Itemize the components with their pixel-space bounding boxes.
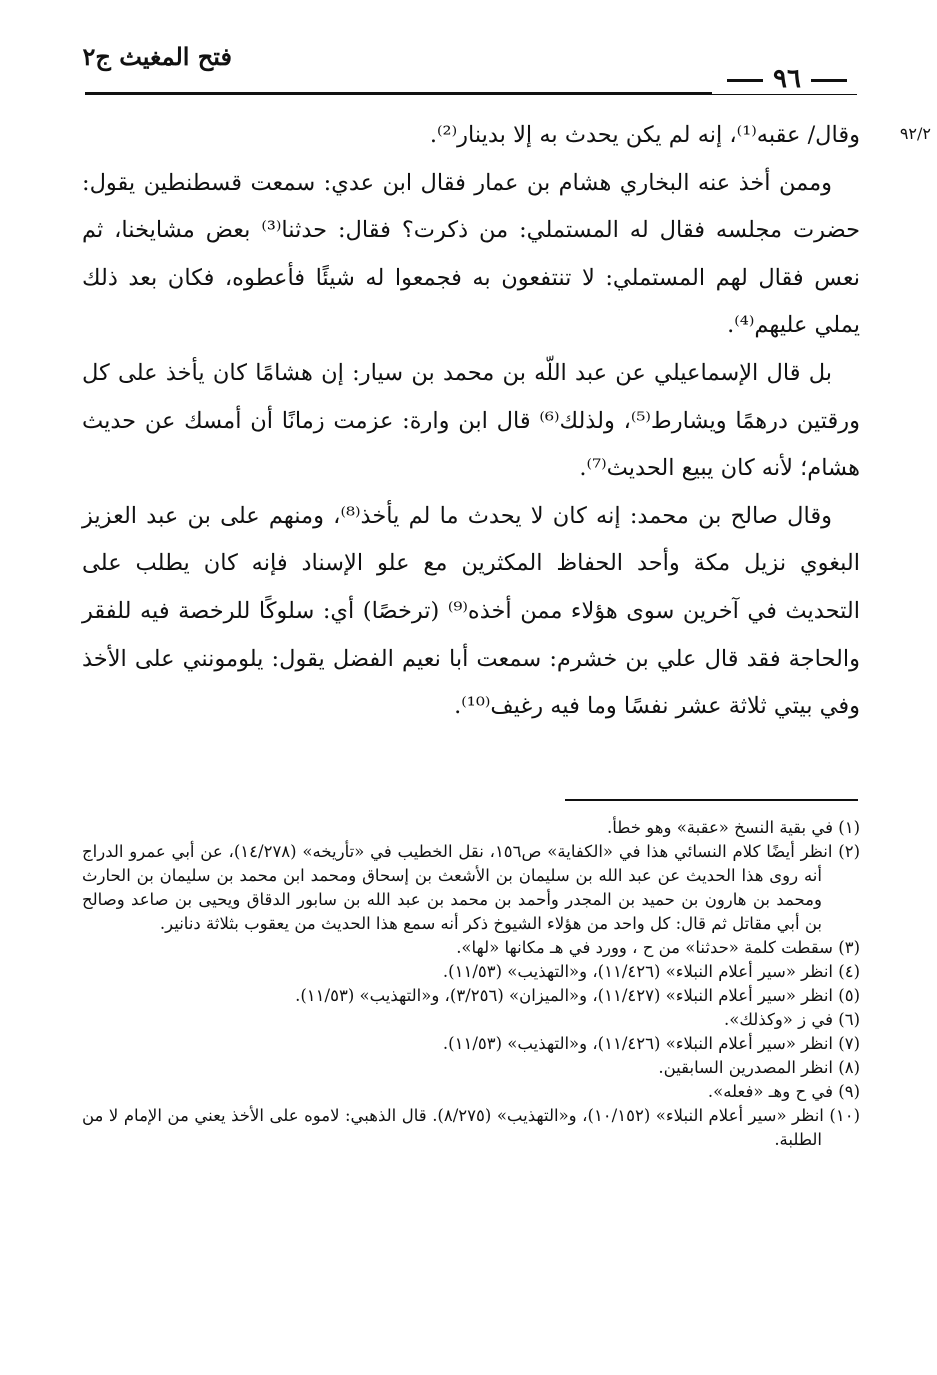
- footnote: (٩) في ح وهـ «فعله».: [707, 1082, 860, 1101]
- paragraph: وقال/ عقبه⁽¹⁾، إنه لم يكن يحدث به إلا بدينار⁽²⁾.: [429, 122, 860, 148]
- page-number: ٩٦: [773, 64, 801, 94]
- footnotes: [82, 816, 860, 1152]
- main-text: [82, 112, 860, 731]
- footnote: (١٠) انظر «سير أعلام النبلاء» (١٠/١٥٢)، و«التهذيب» (٨/٢٧٥). قال الذهبي: لاموه على الأخذ يعني من الإمام لا من الطلبة.: [82, 1106, 860, 1149]
- footnote: (١) في بقية النسخ «عقبة» وهو خطأ.: [607, 818, 860, 837]
- footnote: (٧) انظر «سير أعلام النبلاء» (١١/٤٢٦)، و«التهذيب» (١١/٥٣).: [442, 1034, 860, 1053]
- paragraph: وممن أخذ عنه البخاري هشام بن عمار فقال ابن عدي: سمعت قسطنطين يقول: حضرت مجلسه فقال له المستملي: من ذكرت؟ فقال: حدثنا⁽³⁾ بعض مشايخنا، ثم نعس فقال لهم المستملي: لا تنتفعون به فجمعوا له شيئًا فأعطوه، فكان بعد ذلك يملي عليهم⁽⁴⁾.: [82, 169, 860, 339]
- footnote: (٣) سقطت كلمة «حدثنا» من ح ، وورد في هـ مكانها «لها».: [456, 938, 860, 957]
- margin-folio-note: ٩٢/٢: [899, 124, 931, 143]
- page-number-block: [712, 64, 862, 94]
- page-number-left-rule: [727, 79, 763, 82]
- paragraph: وقال صالح بن محمد: إنه كان لا يحدث ما لم يأخذ⁽⁸⁾، ومنهم على بن عبد العزيز البغوي نزيل مكة وأحد الحفاظ المكثرين مع علو الإسناد فإنه كان يطلب على التحديث في آخرين سوى هؤلاء ممن أخذه⁽⁹⁾ (ترخصًا) أي: سلوكًا للرخصة فيه للفقر والحاجة فقد قال علي بن خشرم: سمعت أبا نعيم الفضل يقول: يلومونني على الأخذ وفي بيتي ثلاثة عشر نفسًا وما فيه رغيف⁽¹⁰⁾.: [82, 502, 860, 720]
- footnote: (٨) انظر المصدرين السابقين.: [658, 1058, 860, 1077]
- paragraph: بل قال الإسماعيلي عن عبد اللّه بن محمد بن سيار: إن هشامًا كان يأخذ على كل ورقتين درهمًا ويشارط⁽⁵⁾، ولذلك⁽⁶⁾ قال ابن وارة: عزمت زمانًا أن أمسك عن حديث هشام؛ لأنه كان يبيع الحديث⁽⁷⁾.: [82, 359, 860, 482]
- footnote-separator: [565, 799, 858, 801]
- footnote: (٤) انظر «سير أعلام النبلاء» (١١/٤٢٦)، و«التهذيب» (١١/٥٣).: [442, 962, 860, 981]
- running-header-title: فتح المغيث ج٢: [82, 42, 232, 71]
- footnote: (٢) انظر أيضًا كلام النسائي هذا في «الكفاية» ص١٥٦، نقل الخطيب في «تأريخه» (١٤/٢٧٨)، عن أبي عمرو الدراج أنه روى هذا الحديث عن عبد الله بن سليمان بن الأشعث بن إسحاق ومحمد ابن محمد بن سليمان بن الحارث ومحمد بن هارون بن حميد بن المجدر وأحمد بن محمد بن عبد الله بن سابور الدقاق ويحيى بن صاعد وصالح بن أبي مقاتل ثم قال: كل واحد من هؤلاء الشيوخ ذكر أنه سمع هذا الحديث من يعقوب بثلاثة دنانير.: [82, 842, 860, 933]
- footnote: (٥) انظر «سير أعلام النبلاء» (١١/٤٢٧)، و«الميزان» (٣/٢٥٦)، و«التهذيب» (١١/٥٣).: [295, 986, 860, 1005]
- page-number-right-rule: [811, 79, 847, 82]
- footnote: (٦) في ز «وكذلك».: [724, 1010, 860, 1029]
